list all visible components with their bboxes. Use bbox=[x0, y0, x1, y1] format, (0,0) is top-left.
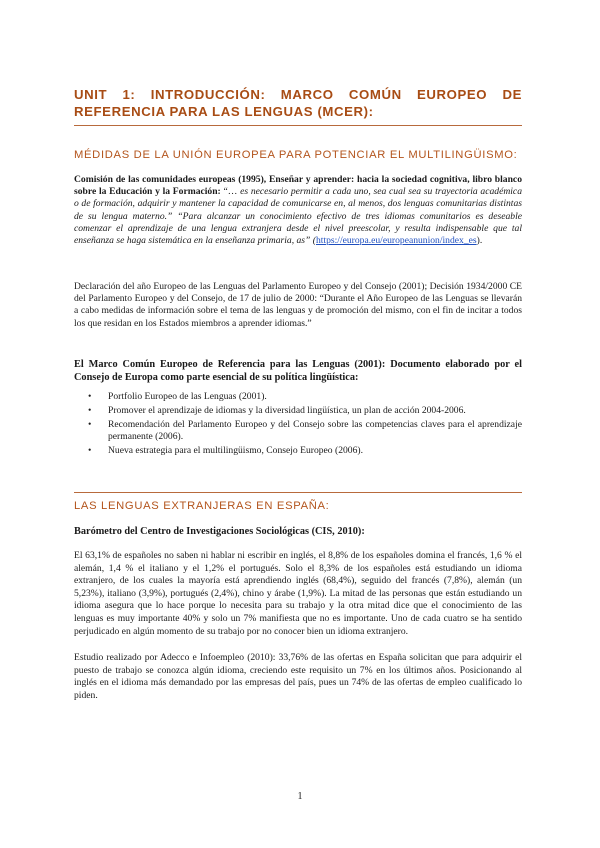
section-heading-eu-measures: MÉDIDAS DE LA UNIÓN EUROPEA PARA POTENCIAR EL MULTILINGÜISMO: bbox=[74, 149, 518, 161]
quote-open: “… bbox=[220, 186, 241, 198]
paragraph-mcer bbox=[74, 358, 522, 384]
europa-link[interactable]: https://europa.eu/europeanunion/index_es bbox=[315, 235, 477, 247]
list-item-text: Recomendación del Parlamento Europeo y del Consejo sobre las competencias claves para el aprendizaje permanente (2006). bbox=[108, 418, 522, 442]
quote-close: ). bbox=[476, 235, 483, 247]
list-item-text: Portfolio Europeo de las Lenguas (2001). bbox=[108, 391, 267, 402]
bullet-list bbox=[74, 391, 522, 458]
list-item bbox=[74, 445, 522, 457]
mcer-bold: El Marco Común Europeo de Referencia para las Lenguas (2001): Documento elaborado por el Consejo de Europa como parte esencial de su política lingüística: bbox=[74, 359, 522, 383]
list-item-text: Promover el aprendizaje de idiomas y la diversidad lingüística, un plan de acción 2004-2006. bbox=[108, 404, 466, 416]
paragraph-white-paper bbox=[74, 174, 522, 247]
paragraph-adecco-study: Estudio realizado por Adecco e Infoempleo (2010): 33,76% de las ofertas en España solicitan que para adquirir el puesto de trabajo se conozca algún idioma, creciendo este requisito un 7% en los últimos años. Posicionando al inglés en el idioma más demandado por las empresas del país, pues un 74% de las ofertas de empleo cualificado lo piden. bbox=[74, 652, 522, 701]
cis-bold: Barómetro del Centro de Investigaciones Sociológicas (CIS, 2010): bbox=[74, 526, 365, 537]
list-item bbox=[74, 419, 522, 444]
white-paper-bold: Comisión de las comunidades europeas (1995), Enseñar y aprender: hacia la sociedad cognitiva, libro blanco sobre la Educación y la Formación: bbox=[74, 174, 522, 198]
paragraph-cis-heading bbox=[74, 525, 522, 538]
page-number: 1 bbox=[297, 791, 303, 802]
white-paper-quote: es necesario permitir a cada uno, sea cual sea su trayectoria académica o de formación, adquirir y mantener la capacidad de comunicarse en, al menos, dos lenguas comunitarias distintas de su lengua materno.” “Para alcanzar un conocimiento efectivo de tres idiomas comunitarios es deseable comenzar el aprendizaje de una lengua extranjera desde el nivel preescolar, y resulta indispensable que tal enseñanza se haga sistemática en la enseñanza primaria, as” ( bbox=[74, 186, 522, 247]
section-divider bbox=[74, 492, 522, 493]
bullet-icon: • bbox=[88, 444, 92, 456]
list-item bbox=[74, 391, 522, 403]
paragraph-cis-stats: El 63,1% de españoles no saben ni hablar ni escribir en inglés, el 8,8% de los españoles domina el francés, 1,6 % el alemán, 1,4 % el italiano y el 1,2% el portugués. Solo el 8,3% de los españoles está estudiando un idioma extranjero, de los cuales la mayoría está aprendiendo inglés (68,4%), seguido del francés (7,8%), alemán (un 5,23%), italiano (3,9%), portugués (2,4%), chino y árabe (1,9%). La mitad de las personas que están estudiando un idioma asegura que lo hace porque lo necesita para su trabajo y la otra mitad dice que el conocimiento de las lenguas es muy importante 40% y solo un 7% manifiesta que no es importante. Uno de cada cuatro se ha sentido perjudicado en algún momento de su trabajo por no conocer bien un idioma extranjero. bbox=[74, 550, 522, 637]
bullet-icon: • bbox=[88, 404, 92, 416]
list-item bbox=[74, 405, 522, 417]
title-divider bbox=[74, 125, 522, 126]
list-item-text: Nueva estrategia para el multilingüismo, Consejo Europeo (2006). bbox=[108, 444, 363, 456]
section-heading-spain: LAS LENGUAS EXTRANJERAS EN ESPAÑA: bbox=[74, 500, 330, 512]
paragraph-year-of-languages: Declaración del año Europeo de las Lenguas del Parlamento Europeo y del Consejo (2001); Decisión 1934/2000 CE del Parlamento Europeo y del Consejo, de 17 de julio de 2000: “Durante el Año Europeo de las Lenguas se llevarán a cabo medidas de información sobre el tema de las lenguas y de promoción del mismo, con el fin de incitar a todos los que residan en los Estados miembros a aprender idiomas.” bbox=[74, 281, 522, 329]
bullet-icon: • bbox=[88, 391, 92, 402]
bullet-icon: • bbox=[88, 418, 92, 430]
unit-title: UNIT 1: INTRODUCCIÓN: MARCO COMÚN EUROPEO DE REFERENCIA PARA LAS LENGUAS (MCER): bbox=[74, 87, 522, 119]
